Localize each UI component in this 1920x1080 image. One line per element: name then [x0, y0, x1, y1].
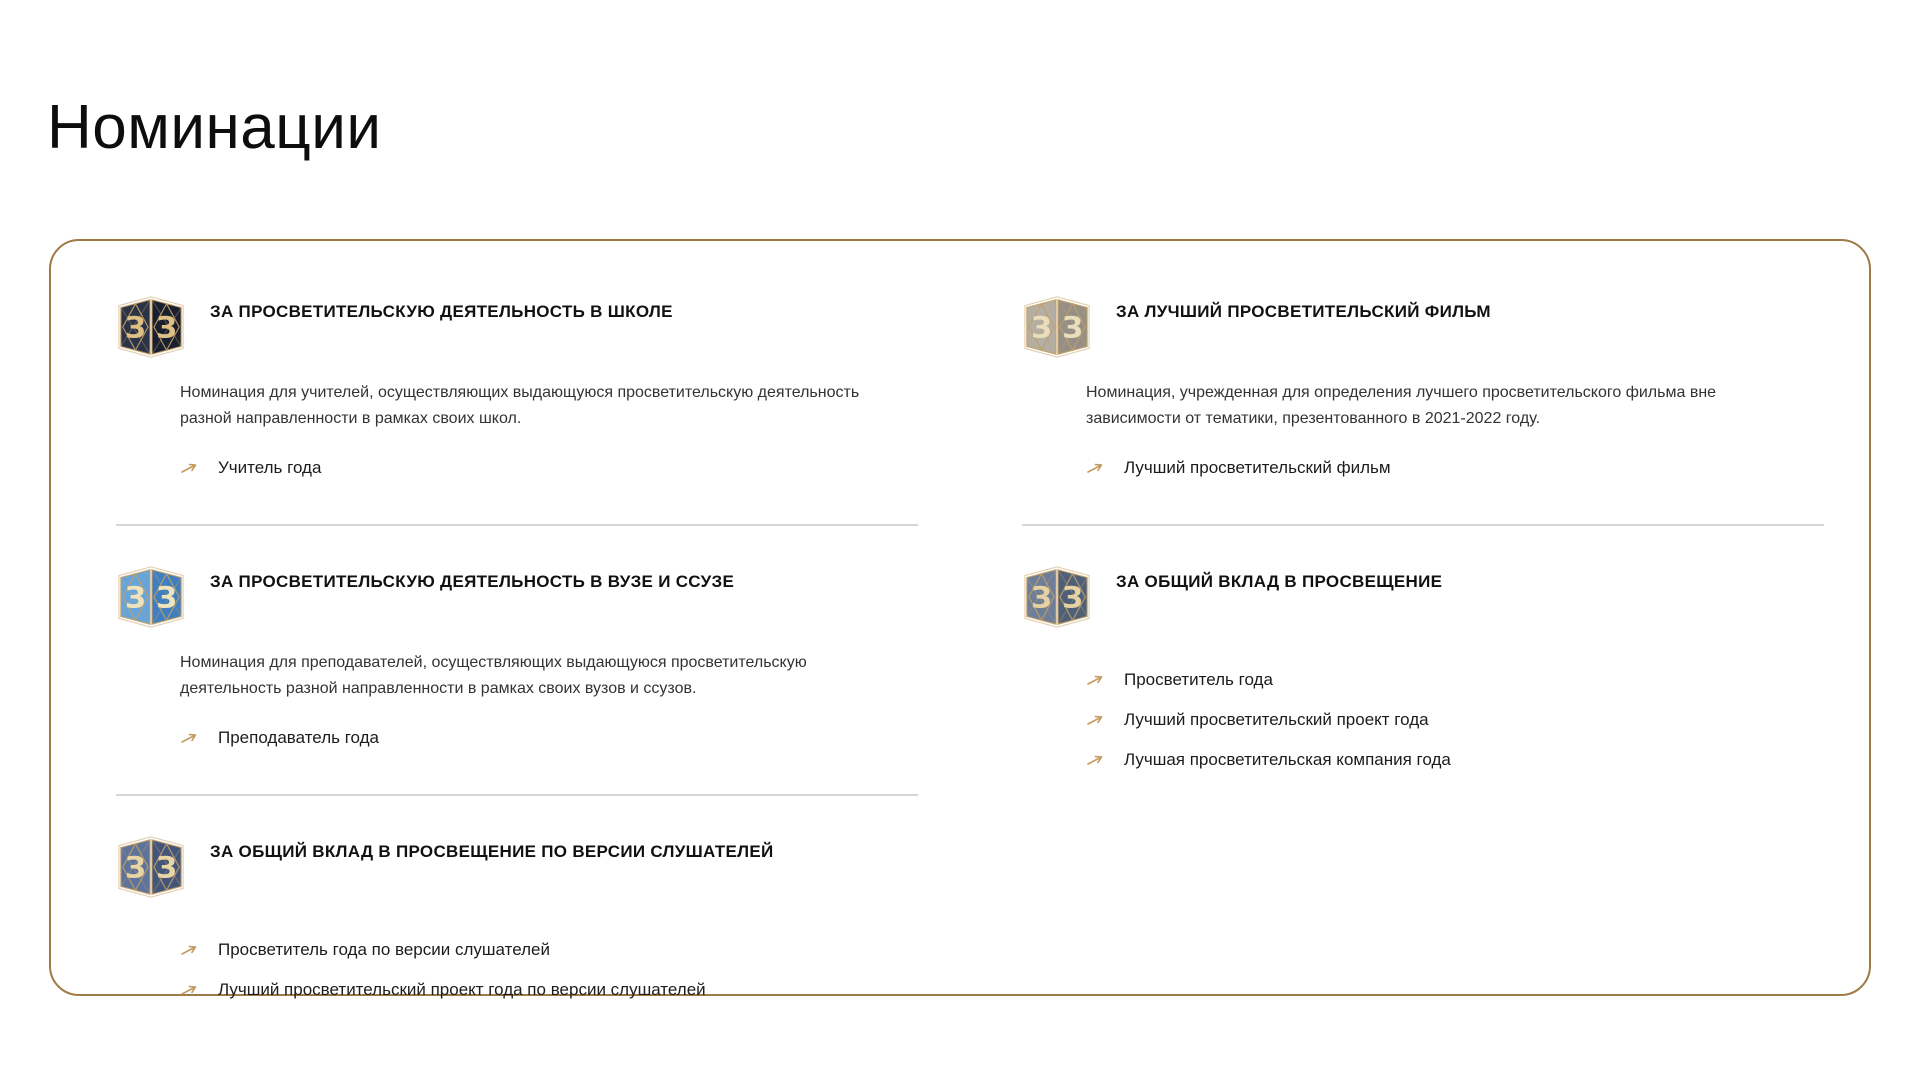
svg-text:З: З	[125, 850, 146, 885]
svg-text:З: З	[1031, 310, 1052, 345]
page-title: Номинации	[47, 93, 382, 162]
nominations-panel	[49, 239, 1871, 1000]
arrow-right-icon	[1086, 672, 1105, 688]
awards-list	[1086, 448, 1824, 488]
nomination-block-overall-contribution	[1022, 562, 1824, 780]
svg-text:З: З	[1062, 580, 1083, 615]
svg-text:З: З	[156, 310, 177, 345]
nomination-title: ЗА ПРОСВЕТИТЕЛЬСКУЮ ДЕЯТЕЛЬНОСТЬ В ШКОЛЕ	[210, 302, 673, 322]
arrow-right-icon	[180, 982, 199, 998]
nomination-description: Номинация для преподавателей, осуществляющих выдающуюся просветительскую деятельность разной направленности в рамках своих вузов и ссузов.	[180, 654, 807, 698]
arrow-right-icon	[180, 730, 199, 746]
award-link[interactable]	[180, 930, 918, 970]
svg-text:З: З	[156, 580, 177, 615]
nomination-title: ЗА ОБЩИЙ ВКЛАД В ПРОСВЕЩЕНИЕ ПО ВЕРСИИ СЛУШАТЕЛЕЙ	[210, 842, 774, 862]
nomination-block-university	[116, 562, 918, 796]
nomination-header	[116, 832, 918, 902]
award-cube-icon	[116, 832, 186, 902]
arrow-right-icon	[1086, 712, 1105, 728]
awards-list	[180, 930, 918, 1010]
arrow-right-icon	[1086, 752, 1105, 768]
awards-list	[180, 718, 918, 758]
award-cube-icon	[116, 292, 186, 362]
award-link[interactable]	[180, 970, 918, 1010]
nomination-title: ЗА ПРОСВЕТИТЕЛЬСКУЮ ДЕЯТЕЛЬНОСТЬ В ВУЗЕ И ССУЗЕ	[210, 572, 735, 592]
nomination-title: ЗА ОБЩИЙ ВКЛАД В ПРОСВЕЩЕНИЕ	[1116, 572, 1443, 592]
award-label: Просветитель года по версии слушателей	[218, 940, 550, 960]
award-label: Лучшая просветительская компания года	[1124, 750, 1451, 770]
nomination-header	[1022, 562, 1824, 632]
award-label: Лучший просветительский проект года по версии слушателей	[218, 980, 706, 1000]
svg-text:З: З	[1062, 310, 1083, 345]
award-label: Лучший просветительский проект года	[1124, 710, 1429, 730]
award-label: Преподаватель года	[218, 728, 379, 748]
award-link[interactable]	[180, 718, 918, 758]
award-label: Учитель года	[218, 458, 322, 478]
nomination-header	[116, 562, 918, 632]
awards-list	[180, 448, 918, 488]
award-link[interactable]	[1086, 700, 1824, 740]
awards-list	[1086, 660, 1824, 780]
nomination-block-school	[116, 292, 918, 526]
award-label: Просветитель года	[1124, 670, 1273, 690]
nomination-header	[1022, 292, 1824, 362]
arrow-right-icon	[180, 942, 199, 958]
nomination-description: Номинация, учрежденная для определения лучшего просветительского фильма вне зависимости от тематики, презентованного в 2021-2022 году.	[1086, 384, 1717, 428]
svg-text:З: З	[125, 580, 146, 615]
award-link[interactable]	[1086, 660, 1824, 700]
nomination-description: Номинация для учителей, осуществляющих выдающуюся просветительскую деятельность разной направленности в рамках своих школ.	[180, 384, 860, 428]
award-link[interactable]	[180, 448, 918, 488]
svg-text:З: З	[125, 310, 146, 345]
svg-text:З: З	[156, 850, 177, 885]
award-cube-icon	[1022, 292, 1092, 362]
svg-text:З: З	[1031, 580, 1052, 615]
arrow-right-icon	[1086, 460, 1105, 476]
award-cube-icon	[1022, 562, 1092, 632]
nomination-block-film	[1022, 292, 1824, 526]
arrow-right-icon	[180, 460, 199, 476]
award-link[interactable]	[1086, 448, 1824, 488]
nomination-block-listeners-choice	[116, 832, 918, 1010]
nomination-header	[116, 292, 918, 362]
award-label: Лучший просветительский фильм	[1124, 458, 1391, 478]
award-cube-icon	[116, 562, 186, 632]
right-column	[1022, 292, 1824, 1010]
left-column	[116, 292, 918, 1010]
nomination-title: ЗА ЛУЧШИЙ ПРОСВЕТИТЕЛЬСКИЙ ФИЛЬМ	[1116, 302, 1491, 322]
award-link[interactable]	[1086, 740, 1824, 780]
